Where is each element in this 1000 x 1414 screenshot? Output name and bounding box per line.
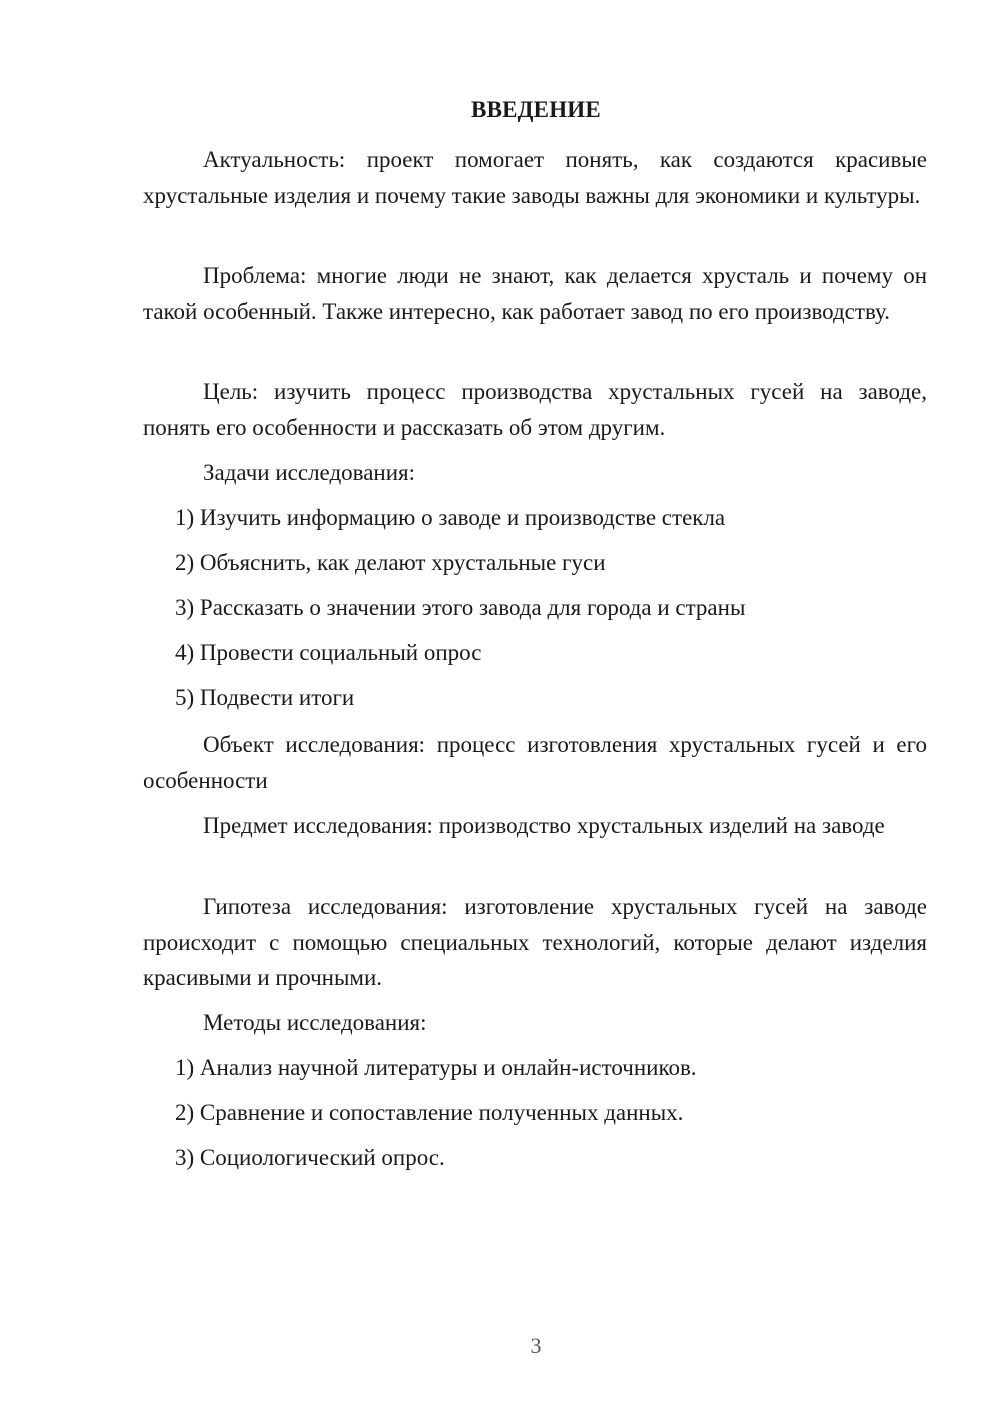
hypothesis-paragraph: Гипотеза исследования: изготовление хрустальных гусей на заводе происходит с помощью специальных технологий, которые делают изделия красивыми и прочными. [143,894,927,990]
task-item: 4) Провести социальный опрос [175,640,482,665]
subject-paragraph: Предмет исследования: производство хрустальных изделий на заводе [203,813,885,838]
task-item: 2) Объяснить, как делают хрустальные гуси [175,550,606,575]
method-item: 3) Социологический опрос. [175,1145,445,1170]
object-paragraph: Объект исследования: процесс изготовления хрустальных гусей и его особенности [143,732,927,793]
task-item: 1) Изучить информацию о заводе и производстве стекла [175,505,726,530]
method-item: 1) Анализ научной литературы и онлайн-источников. [175,1055,697,1080]
goal-paragraph: Цель: изучить процесс производства хрустальных гусей на заводе, понять его особенности и рассказать об этом другим. [143,379,927,440]
page-number: 3 [530,1333,542,1358]
method-item: 2) Сравнение и сопоставление полученных данных. [175,1100,684,1125]
problem-paragraph: Проблема: многие люди не знают, как делается хрусталь и почему он такой особенный. Также интересно, как работает завод по его производству. [143,263,927,324]
section-heading: ВВЕДЕНИЕ [471,97,601,122]
task-item: 3) Рассказать о значении этого завода для города и страны [175,595,746,620]
relevance-paragraph: Актуальность: проект помогает понять, как создаются красивые хрустальные изделия и почему такие заводы важны для экономики и культуры. [143,147,927,208]
task-item: 5) Подвести итоги [175,685,355,710]
tasks-label: Задачи исследования: [203,460,416,485]
methods-label: Методы исследования: [203,1010,427,1035]
